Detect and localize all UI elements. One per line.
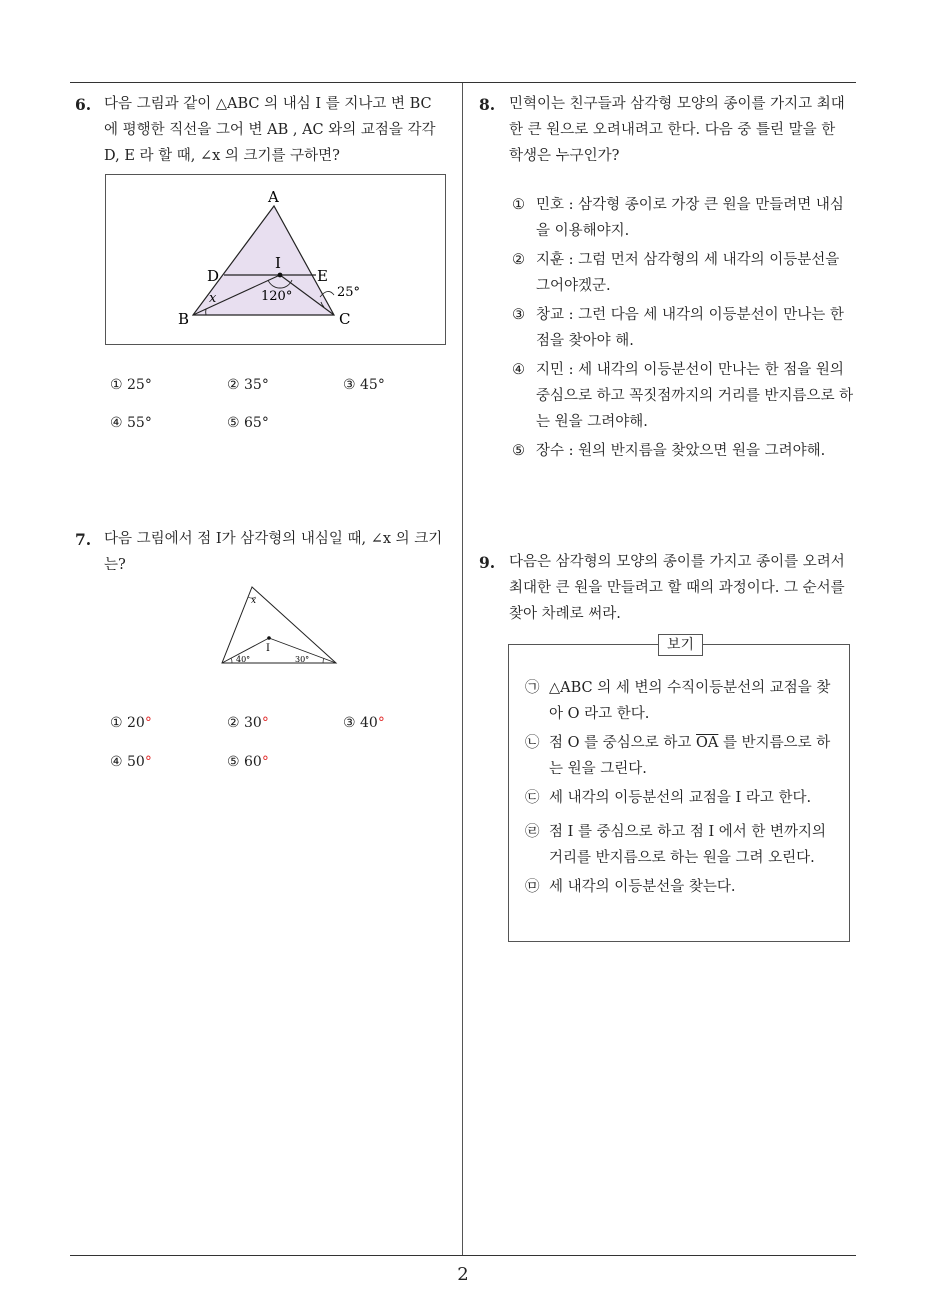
step-item	[525, 730, 835, 782]
option-mark: ②	[512, 252, 525, 268]
choice-value: 60	[244, 754, 262, 770]
choice-value: 30	[244, 715, 262, 731]
choice-5[interactable]	[227, 754, 269, 770]
option-mark: ④	[512, 362, 525, 378]
choice-2[interactable]: ② 35°	[227, 377, 269, 393]
angle-q7-arc-c	[323, 658, 324, 663]
label-25: 25°	[337, 285, 361, 300]
label-q7-i: I	[266, 643, 270, 654]
choice-1[interactable]	[110, 715, 152, 731]
triangle-figure	[106, 175, 445, 344]
choice-3[interactable]: ③ 45°	[343, 377, 385, 393]
question-8-number: 8.	[479, 95, 496, 114]
label-a: A	[268, 188, 279, 206]
question-9-line: 찾아 차례로 써라.	[509, 606, 621, 622]
choice-mark: ②	[227, 715, 240, 731]
option-5[interactable]	[512, 438, 857, 464]
option-4[interactable]	[512, 357, 857, 435]
choice-5[interactable]: ⑤ 65°	[227, 415, 269, 431]
option-mark: ⑤	[512, 443, 525, 459]
question-9-line: 최대한 큰 원을 만들려고 할 때의 과정이다. 그 순서를	[509, 580, 845, 596]
choice-3[interactable]	[343, 715, 385, 731]
step-mark: ㉤	[525, 879, 540, 895]
choice-value: 20	[127, 715, 145, 731]
option-text: 민호 : 삼각형 종이로 가장 큰 원을 만들려면 내심을 이용해야지.	[536, 197, 844, 239]
top-rule	[70, 82, 856, 83]
degree-sign: °	[144, 754, 152, 770]
question-7-line: 다음 그림에서 점 I가 삼각형의 내심일 때, ∠x 의 크기	[104, 531, 443, 547]
question-6-line: 다음 그림과 같이 △ABC 의 내심 I 를 지나고 변 BC	[104, 96, 432, 112]
question-6-figure	[105, 174, 446, 345]
choice-mark: ⑤	[227, 754, 240, 770]
step-item	[525, 819, 835, 871]
label-q7-angle-30: 30°	[295, 655, 310, 664]
degree-sign: °	[377, 715, 385, 731]
question-6-number: 6.	[75, 95, 92, 114]
question-8-line: 학생은 누구인가?	[509, 148, 620, 164]
question-7-figure	[218, 583, 342, 667]
option-mark: ①	[512, 197, 525, 213]
angle-q7-arc-b	[231, 658, 232, 663]
choice-4[interactable]	[110, 754, 152, 770]
question-7-number: 7.	[75, 530, 92, 549]
option-text: 창교 : 그런 다음 세 내각의 이등분선이 만나는 한 점을 찾아야 해.	[536, 307, 844, 349]
label-x: x	[209, 291, 217, 306]
label-q7-x: x	[251, 596, 257, 606]
question-9-line: 다음은 삼각형의 모양의 종이를 가지고 종이를 오려서	[509, 554, 845, 570]
page-number: 2	[457, 1264, 469, 1285]
step-text: 점 I 를 중심으로 하고 점 I 에서 한 변까지의 거리를 반지름으로 하는 원을 그려 오린다.	[549, 824, 827, 866]
label-e: E	[317, 267, 328, 285]
question-8-line: 민혁이는 친구들과 삼각형 모양의 종이를 가지고 최대	[509, 96, 845, 112]
question-9-number: 9.	[479, 553, 496, 572]
question-6-line: 에 평행한 직선을 그어 변 AB , AC 와의 교점을 각각	[104, 122, 436, 138]
choice-2[interactable]	[227, 715, 269, 731]
label-i: I	[275, 254, 281, 272]
step-text-pre: 점 O 를 중심으로 하고	[549, 735, 696, 751]
column-divider	[462, 83, 463, 1255]
choice-value: 50	[127, 754, 145, 770]
step-mark: ㉠	[525, 680, 540, 696]
label-b: B	[178, 310, 190, 328]
step-text-post: 를 반지름으로 하는 원을 그린다.	[549, 735, 831, 777]
step-item	[525, 785, 835, 811]
step-text: 세 내각의 이등분선을 찾는다.	[549, 879, 736, 895]
step-item	[525, 675, 835, 727]
question-9-text	[509, 549, 861, 627]
step-mark: ㉢	[525, 790, 540, 806]
incenter-point	[278, 273, 283, 278]
question-7-text	[104, 526, 456, 578]
question-6-line: D, E 라 할 때, ∠x 의 크기를 구하면?	[104, 148, 340, 164]
option-text: 지훈 : 그럼 먼저 삼각형의 세 내각의 이등분선을 그어야겠군.	[536, 252, 840, 294]
question-6-text	[104, 91, 456, 169]
label-q7-angle-40: 40°	[236, 655, 251, 664]
example-box	[508, 637, 850, 942]
question-8-line: 한 큰 원으로 오려내려고 한다. 다음 중 틀린 말을 한	[509, 122, 836, 138]
degree-sign: °	[144, 715, 152, 731]
bottom-rule	[70, 1255, 856, 1256]
option-text: 지민 : 세 내각의 이등분선이 만나는 한 점을 원의 중심으로 하고 꼭짓점까지의 거리를 반지름으로 하는 원을 그려야해.	[536, 362, 854, 430]
segment-oa: $\overline{OA}$	[696, 735, 719, 751]
option-3[interactable]	[512, 302, 857, 354]
label-120: 120°	[261, 289, 293, 304]
option-mark: ③	[512, 307, 525, 323]
choice-mark: ③	[343, 715, 356, 731]
label-d: D	[207, 267, 220, 285]
choice-value: 40	[360, 715, 378, 731]
triangle-q7	[222, 587, 336, 663]
option-text: 장수 : 원의 반지름을 찾았으면 원을 그려야해.	[536, 443, 826, 459]
degree-sign: °	[261, 754, 269, 770]
label-c: C	[339, 310, 351, 328]
step-mark: ㉣	[525, 824, 540, 840]
option-1[interactable]	[512, 192, 857, 244]
example-box-title: 보기	[658, 634, 703, 656]
option-2[interactable]	[512, 247, 857, 299]
choice-mark: ①	[110, 715, 123, 731]
choice-1[interactable]: ① 25°	[110, 377, 152, 393]
question-8-options	[512, 192, 857, 467]
step-mark: ㉡	[525, 735, 540, 751]
example-list	[525, 675, 835, 903]
question-7-line: 는?	[104, 557, 126, 573]
step-text: △ABC 의 세 변의 수직이등분선의 교점을 찾아 O 라고 한다.	[549, 680, 831, 722]
question-8-text	[509, 91, 861, 169]
step-text: 세 내각의 이등분선의 교점을 I 라고 한다.	[549, 790, 812, 806]
step-item	[525, 874, 835, 900]
choice-mark: ④	[110, 754, 123, 770]
incenter-q7	[267, 636, 271, 640]
choice-4[interactable]: ④ 55°	[110, 415, 152, 431]
degree-sign: °	[261, 715, 269, 731]
